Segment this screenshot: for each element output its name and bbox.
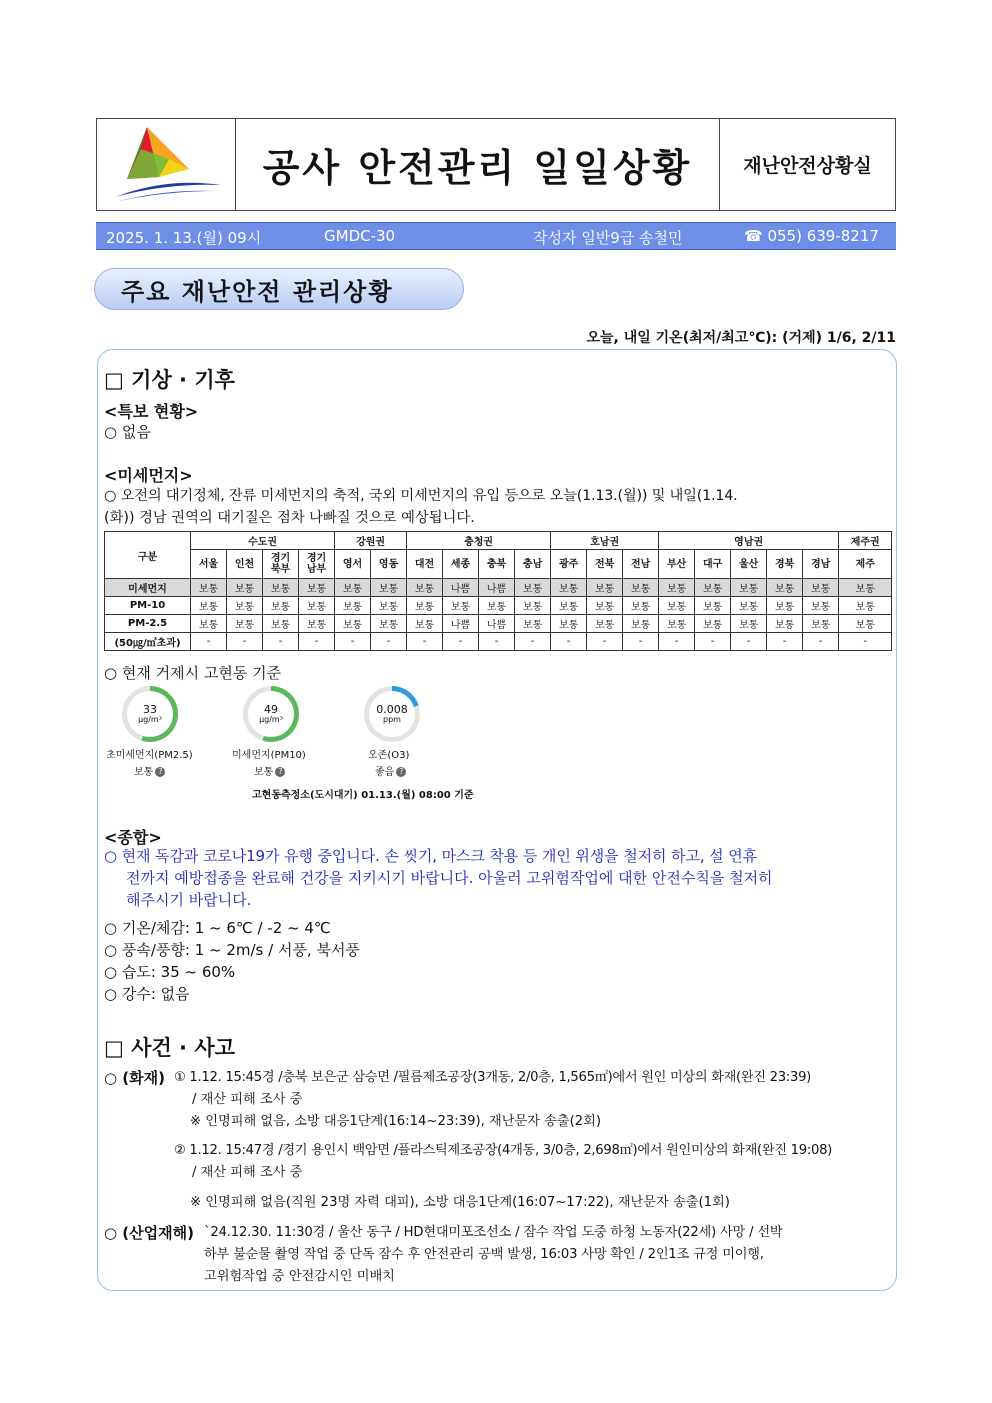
table-cell: - <box>371 633 407 651</box>
table-cell: - <box>659 633 695 651</box>
row-label: PM-10 <box>105 597 191 615</box>
gauge-label: 미세먼지(PM10) <box>232 750 306 761</box>
area-header: 인천 <box>227 550 263 579</box>
table-cell: 보통 <box>335 597 371 615</box>
region-header: 제주권 <box>839 532 892 550</box>
table-cell: - <box>623 633 659 651</box>
table-cell: 보통 <box>659 615 695 633</box>
table-cell: 보통 <box>839 615 892 633</box>
table-cell: 보통 <box>263 615 299 633</box>
table-cell: 보통 <box>587 597 623 615</box>
station-note: 고현동측정소(도시대기) 01.13.(월) 08:00 기준 <box>252 790 474 801</box>
table-cell: 보통 <box>695 615 731 633</box>
area-header: 영동 <box>371 550 407 579</box>
weather-item: ○ 기온/체감: 1 ~ 6℃ / -2 ~ 4℃ <box>104 919 331 937</box>
table-cell: - <box>335 633 371 651</box>
dust-title: <미세먼지> <box>104 466 193 485</box>
table-cell: 보통 <box>839 597 892 615</box>
area-header: 영서 <box>335 550 371 579</box>
table-cell: - <box>479 633 515 651</box>
table-cell: - <box>551 633 587 651</box>
info-bar <box>96 222 896 250</box>
table-cell: 보통 <box>371 579 407 597</box>
table-cell: 보통 <box>479 597 515 615</box>
fire-incident-1: ① 1.12. 15:45경 /충북 보은군 삼승면 /필름제조공장(3개동, 2/0층, 1,565㎡)에서 원인 미상의 화재(완진 23:39) <box>174 1070 812 1085</box>
area-header: 제주 <box>839 550 892 579</box>
region-header: 충청권 <box>407 532 551 550</box>
table-cell: 보통 <box>407 579 443 597</box>
table-cell: 보통 <box>551 615 587 633</box>
section-banner: 주요 재난안전 관리상황 <box>94 268 464 310</box>
report-header <box>96 118 896 211</box>
industrial-incident-1: `24.12.30. 11:30경 / 울산 동구 / HD현대미포조선소 / 잠수 작업 도중 하청 노동자(22세) 사망 / 선박 <box>204 1225 783 1240</box>
area-header: 경기 남부 <box>299 550 335 579</box>
table-cell: 나쁨 <box>479 615 515 633</box>
gauge-status <box>134 763 165 778</box>
gauge-label: 초미세먼지(PM2.5) <box>106 750 193 761</box>
region-header: 강원권 <box>335 532 407 550</box>
area-header: 세종 <box>443 550 479 579</box>
department-name: 재난안전상황실 <box>743 155 872 177</box>
area-header: 부산 <box>659 550 695 579</box>
table-cell: 보통 <box>227 597 263 615</box>
industrial-incident-3: 고위험작업 중 안전감시인 미배치 <box>204 1269 395 1284</box>
area-header: 광주 <box>551 550 587 579</box>
table-corner: 구분 <box>105 532 191 579</box>
area-header: 충남 <box>515 550 551 579</box>
gauge-status <box>254 763 285 778</box>
row-label: 미세먼지 <box>105 579 191 597</box>
weather-section-title: □ 기상 · 기후 <box>104 368 235 392</box>
table-cell: - <box>695 633 731 651</box>
gauge-ring <box>122 686 178 742</box>
report-date: 2025. 1. 13.(월) 09시 <box>106 229 262 247</box>
table-cell: 보통 <box>371 615 407 633</box>
table-cell: 보통 <box>803 597 839 615</box>
table-cell: 보통 <box>191 579 227 597</box>
weather-item: ○ 습도: 35 ~ 60% <box>104 963 236 981</box>
table-cell: - <box>767 633 803 651</box>
table-row <box>105 633 892 651</box>
gauge-status-text: 좋음 <box>375 767 395 778</box>
author: 작성자 일반9급 송철민 <box>533 229 683 247</box>
region-header-row <box>105 532 892 550</box>
table-cell: 보통 <box>299 579 335 597</box>
gauge-ring <box>364 686 420 742</box>
table-cell: 보통 <box>623 615 659 633</box>
table-cell: 보통 <box>407 615 443 633</box>
table-cell: 보통 <box>695 579 731 597</box>
temperature-summary: 오늘, 내일 기온(최저/최고℃): (거제) 1/6, 2/11 <box>586 330 896 346</box>
area-header: 울산 <box>731 550 767 579</box>
region-header: 호남권 <box>551 532 659 550</box>
help-icon[interactable]: ? <box>396 767 406 777</box>
table-cell: 보통 <box>731 579 767 597</box>
table-cell: 보통 <box>191 615 227 633</box>
table-cell: 보통 <box>803 615 839 633</box>
table-cell: 보통 <box>839 579 892 597</box>
fire-incident-1-cont: / 재산 피해 조사 중 <box>192 1092 303 1107</box>
table-cell: 보통 <box>335 579 371 597</box>
table-cell: - <box>587 633 623 651</box>
table-cell: 보통 <box>803 579 839 597</box>
row-label: PM-2.5 <box>105 615 191 633</box>
table-cell: 보통 <box>299 597 335 615</box>
gauge-status <box>375 763 406 778</box>
summary-notice-2: 전까지 예방접종을 완료해 건강을 지키시기 바랍니다. 아울러 고위험작업에 대한 안전수칙을 철저히 <box>126 869 773 887</box>
area-header: 경기 북부 <box>263 550 299 579</box>
warning-title: <특보 현황> <box>104 402 199 421</box>
table-cell: 보통 <box>515 579 551 597</box>
table-cell: 보통 <box>551 597 587 615</box>
area-header: 전남 <box>623 550 659 579</box>
table-cell: 보통 <box>227 579 263 597</box>
table-cell: 보통 <box>731 597 767 615</box>
summary-notice-3: 해주시기 바랍니다. <box>126 891 252 909</box>
gauge-status-text: 보통 <box>254 767 274 778</box>
area-header: 대구 <box>695 550 731 579</box>
dust-description-2: (화)) 경남 권역의 대기질은 점차 나빠질 것으로 예상됩니다. <box>104 510 475 526</box>
fire-label: ○ (화재) <box>104 1069 166 1087</box>
page-title: 공사 안전관리 일일상황 <box>236 119 720 210</box>
warning-item: ○ 없음 <box>104 423 151 441</box>
table-cell: - <box>803 633 839 651</box>
weather-item: ○ 강수: 없음 <box>104 985 190 1003</box>
area-header-row <box>105 550 892 579</box>
document-code: GMDC-30 <box>324 227 396 245</box>
table-cell: 보통 <box>695 597 731 615</box>
help-icon[interactable]: ? <box>275 767 285 777</box>
area-header: 대전 <box>407 550 443 579</box>
table-cell: 보통 <box>335 615 371 633</box>
table-cell: 보통 <box>587 615 623 633</box>
table-cell: 나쁨 <box>443 615 479 633</box>
table-cell: 보통 <box>659 579 695 597</box>
gauge-status-text: 보통 <box>134 767 154 778</box>
table-cell: 나쁨 <box>479 579 515 597</box>
table-cell: 보통 <box>299 615 335 633</box>
table-cell: - <box>227 633 263 651</box>
gauge-value: 33 <box>143 703 157 716</box>
table-cell: 보통 <box>515 615 551 633</box>
company-logo-icon <box>97 119 235 210</box>
table-cell: 보통 <box>263 597 299 615</box>
logo <box>97 119 236 210</box>
table-row <box>105 579 892 597</box>
gauge-value: 49 <box>264 703 278 716</box>
table-cell: 보통 <box>515 597 551 615</box>
table-row <box>105 597 892 615</box>
gauge-unit: ppm <box>383 715 401 724</box>
gauge-label: 오존(O3) <box>368 750 410 761</box>
current-station-title: ○ 현재 거제시 고현동 기준 <box>104 664 282 682</box>
dust-description-1: ○ 오전의 대기정체, 잔류 미세먼지의 축적, 국외 미세먼지의 유입 등으로 오늘(1.13.(월)) 및 내일(1.14. <box>104 488 738 504</box>
table-cell: - <box>263 633 299 651</box>
summary-notice-1: ○ 현재 독감과 코로나19가 유행 중입니다. 손 씻기, 마스크 착용 등 개인 위생을 철저히 하고, 설 연휴 <box>104 847 758 865</box>
table-cell: - <box>191 633 227 651</box>
region-header: 수도권 <box>191 532 335 550</box>
industrial-incident-2: 하부 불순물 촬영 작업 중 단독 잠수 후 안전관리 공백 발생, 16:03 사망 확인 / 2인1조 규정 미이행, <box>204 1247 764 1262</box>
gauge-unit: μg/m³ <box>259 715 283 724</box>
table-cell: - <box>299 633 335 651</box>
table-cell: 보통 <box>767 579 803 597</box>
gauge-value: 0.008 <box>376 703 408 716</box>
row-label: (50㎍/㎥초과) <box>105 633 191 651</box>
area-header: 전북 <box>587 550 623 579</box>
fire-incident-2-note: ※ 인명피해 없음(직원 23명 자력 대피), 소방 대응1단계(16:07~17:22), 재난문자 송출(1회) <box>190 1195 730 1210</box>
table-cell: 보통 <box>587 579 623 597</box>
industrial-label: ○ (산업재해) <box>104 1224 194 1242</box>
area-header: 서울 <box>191 550 227 579</box>
table-cell: - <box>731 633 767 651</box>
gauge-ring <box>243 686 299 742</box>
fire-incident-2-cont: / 재산 피해 조사 중 <box>192 1165 303 1180</box>
incident-section-title: □ 사건 · 사고 <box>104 1036 235 1060</box>
table-cell: 보통 <box>551 579 587 597</box>
weather-item: ○ 풍속/풍향: 1 ~ 2m/s / 서풍, 북서풍 <box>104 941 360 959</box>
table-cell: 보통 <box>767 597 803 615</box>
table-cell: - <box>407 633 443 651</box>
table-cell: 보통 <box>191 597 227 615</box>
table-cell: - <box>443 633 479 651</box>
table-cell: 보통 <box>371 597 407 615</box>
table-cell: 보통 <box>443 597 479 615</box>
region-header: 영남권 <box>659 532 839 550</box>
gauge-unit: μg/m³ <box>138 715 162 724</box>
help-icon[interactable]: ? <box>155 767 165 777</box>
table-cell: - <box>515 633 551 651</box>
area-header: 경남 <box>803 550 839 579</box>
dust-forecast-table <box>104 531 892 651</box>
table-cell: 보통 <box>659 597 695 615</box>
table-row <box>105 615 892 633</box>
area-header: 충북 <box>479 550 515 579</box>
table-cell: 보통 <box>767 615 803 633</box>
summary-title: <종합> <box>104 828 162 847</box>
fire-incident-1-note: ※ 인명피해 없음, 소방 대응1단계(16:14~23:39), 재난문자 송출(2회) <box>190 1114 602 1129</box>
table-cell: - <box>839 633 892 651</box>
table-cell: 보통 <box>623 597 659 615</box>
table-cell: 나쁨 <box>443 579 479 597</box>
fire-incident-2: ② 1.12. 15:47경 /경기 용인시 백암면 /플라스틱제조공장(4개동, 3/0층, 2,698㎡)에서 원인미상의 화재(완진 19:08) <box>174 1143 833 1158</box>
area-header: 경북 <box>767 550 803 579</box>
phone-number: ☎ 055) 639-8217 <box>744 227 879 245</box>
table-cell: 보통 <box>623 579 659 597</box>
table-cell: 보통 <box>731 615 767 633</box>
table-cell: 보통 <box>263 579 299 597</box>
table-cell: 보통 <box>407 597 443 615</box>
table-cell: 보통 <box>227 615 263 633</box>
